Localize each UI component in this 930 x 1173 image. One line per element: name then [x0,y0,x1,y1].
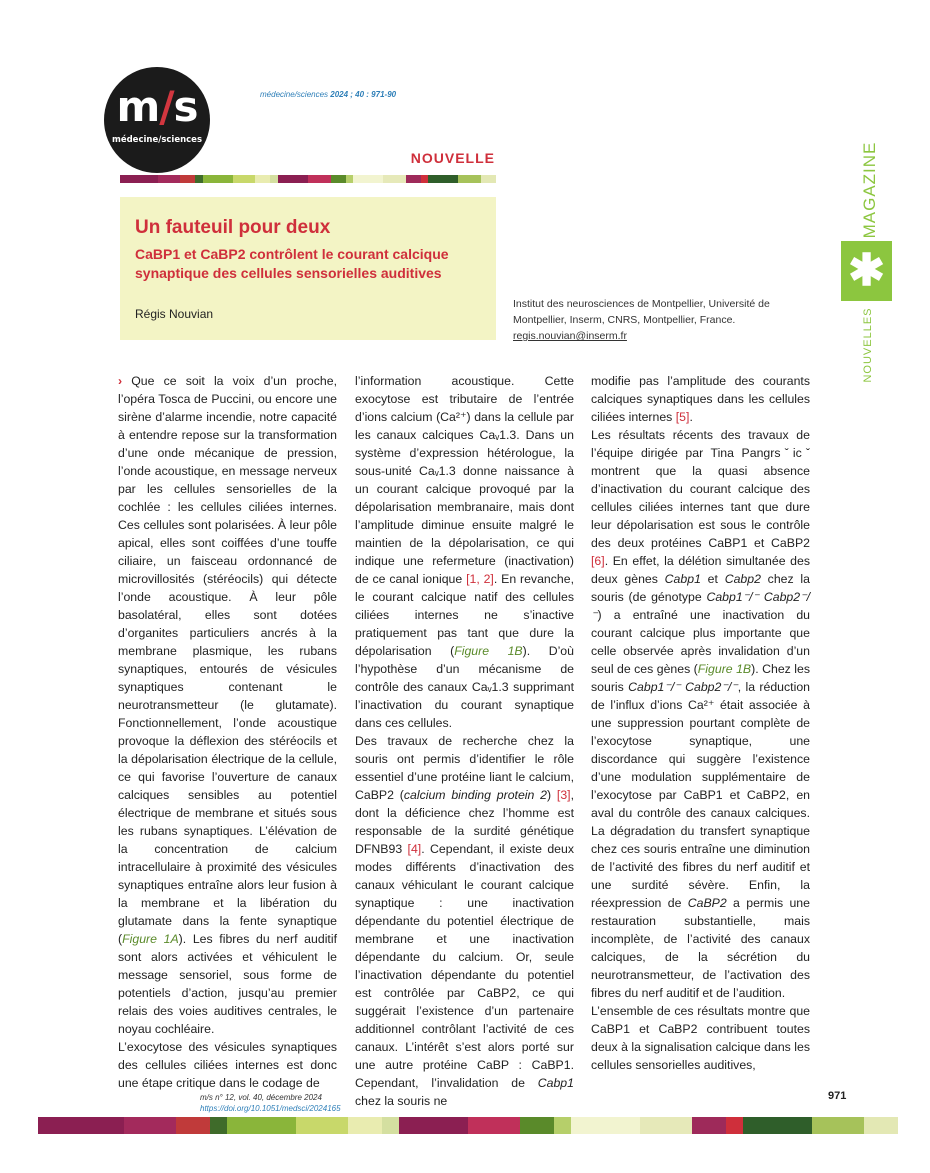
paragraph: Les résultats récents des travaux de l’équipe dirigée par Tina Pangrsˇicˇ montrent que la quasi absence d’inactivation du courant calcique des cellules ciliées internes tant que dure leur dépolarisation est sous le contrôle des deux protéines CaBP1 et CaBP2 [6]. En effet, la délétion simultanée des deux gènes Cabp1 et Cabp2 chez la souris (de génotype Cabp1⁻/⁻ Cabp2⁻/⁻) a entraîné une inactivation du courant calcique plus importante que celle observée après invalidation d’un seul de ces gènes (Figure 1B). Chez les souris Cabp1⁻/⁻ Cabp2⁻/⁻, la réduction de l’influx d’ions Ca²⁺ était associée à une suppression pourtant complète de l’exocytose synaptique, une discordance qui suggère l’existence d’une modulation supplémentaire de l’exocytose par CaBP1 et CaBP2, en aval du contrôle des canaux calciques. La dégradation du transfert synaptique chez ces souris entraîne une diminution de l’activité des fibres du nerf auditif et une surdité sévère. Enfin, la réexpression de CaBP2 a permis une restauration substantielle, mais incomplète, de l’activité des canaux calciques, de la sécrétion du neurotransmetteur, de l’activation des fibres du nerf auditif et de l’audition. [591,428,810,1000]
paragraph: modifie pas l’amplitude des courants calciques synaptiques dans les cellules ciliées internes [5]. [591,374,810,424]
stripe-segment [353,175,383,183]
stripe-segment [640,1117,692,1134]
article-subtitle: CaBP1 et CaBP2 contrôlent le courant calcique synaptique des cellules sensorielles auditives [135,246,449,281]
article-author: Régis Nouvian [135,307,214,321]
author-email-link[interactable]: regis.nouvian@inserm.fr [513,330,627,342]
page-footer [200,1092,341,1114]
affiliation: Institut des neurosciences de Montpellier, Université de Montpellier, Inserm, CNRS, Montpellier, France. regis.nouvian@inserm.fr [513,298,770,342]
stripe-segment [348,1117,382,1134]
stripe-segment [520,1117,554,1134]
figure-link[interactable]: Figure 1B [454,644,523,658]
color-stripe-bottom [38,1117,898,1134]
stripe-segment [571,1117,640,1134]
paragraph: › Que ce soit la voix d’un proche, l’opéra Tosca de Puccini, ou encore une sirène d’alarme incendie, notre capacité à entendre repose sur la transformation d’une onde mécanique de pression, l’onde acoustique, en message nerveux par les cellules sensorielles de la cochlée : les cellules ciliées internes. Ces cellules sont polarisées. À leur pôle apical, elles sont coiffées d’une touffe ciliaire, un faisceau ordonnancé de microvillosités (stéréocils) qui détecte l’onde acoustique. À leur pôle basolatéral, elles sont dotées d’organites particuliers ancrés à la membrane plasmique, les rubans synaptiques, entourés de vésicules synaptiques contenant le neurotransmetteur (le glutamate). Fonctionnellement, l’onde acoustique provoque la déflexion des stéréocils et la dépolarisation électrique de la cellule, ce qui favorise l’ouverture de canaux calciques sensibles au potentiel électrique de membrane et situés sous les rubans synaptiques. L’élévation de la concentration de calcium intracellulaire à proximité des vésicules synaptiques entraîne alors leur fusion à la membrane et la libération du glutamate dans la fente synaptique (Figure 1A). Les fibres du nerf auditif sont alors activées et véhiculent le message sensoriel, sous forme de potentiels d’action, jusqu’au premier relais des voies auditives centrales, le noyau cochléaire. [118,374,337,1036]
color-stripe-top [120,175,496,183]
reference-link[interactable]: [1, 2] [466,572,494,586]
stripe-segment [227,1117,296,1134]
rubric-label: NOUVELLE [410,150,495,166]
magazine-label: MAGAZINE [860,141,879,238]
stripe-segment [128,175,158,183]
stripe-segment [195,175,203,183]
doi-link[interactable]: https://doi.org/10.1051/medsci/2024165 [200,1104,341,1113]
stripe-segment [55,1117,124,1134]
stripe-segment [158,175,181,183]
stripe-segment [180,175,195,183]
body-column-1 [118,372,337,1092]
stripe-segment [346,175,354,183]
stripe-segment [692,1117,726,1134]
paragraph: L’exocytose des vésicules synaptiques des cellules ciliées internes est donc une étape critique dans le codage de [118,1040,337,1090]
title-box [120,197,496,340]
stripe-segment [124,1117,176,1134]
reference-link[interactable]: [3] [556,788,571,802]
body-column-2 [355,372,574,1110]
issue-info: m/s n° 12, vol. 40, décembre 2024 [200,1093,322,1102]
logo-subtitle: médecine/sciences [111,135,203,145]
figure-link[interactable]: Figure 1A [122,932,179,946]
stripe-segment [554,1117,571,1134]
stripe-segment [481,175,496,183]
logo-monogram: m/s [116,82,198,131]
stripe-segment [38,1117,55,1134]
stripe-segment [428,175,458,183]
stripe-segment [308,175,331,183]
paragraph: Des travaux de recherche chez la souris ont permis d’identifier le rôle essentiel d’une protéine liant le calcium, CaBP2 (calcium binding protein 2) [3], dont la déficience chez l’homme est responsable de la surdité génétique DFNB93 [4]. Cependant, il existe deux modes différents d’inactivation des canaux véhiculant le courant calcique synaptique : une inactivation dépendante du potentiel électrique de membrane et une inactivation dépendante du calcium. Or, seule l’inactivation dépendante du potentiel est contrôlée par CaBP2, ce qui suggérait l’existence d’un partenaire additionnel contrôlant l’activité de ces canaux. L’intérêt s’est alors porté sur une autre protéine CaBP : CaBP1. Cependant, l’invalidation de Cabp1 chez la souris ne [355,734,575,1108]
stripe-segment [296,1117,348,1134]
journal-logo [104,67,210,173]
stripe-segment [399,1117,468,1134]
stripe-segment [726,1117,743,1134]
stripe-segment [421,175,429,183]
stripe-segment [233,175,256,183]
page-number: 971 [828,1090,847,1102]
stripe-segment [331,175,346,183]
stripe-segment [812,1117,864,1134]
stripe-segment [203,175,233,183]
stripe-segment [458,175,481,183]
stripe-segment [278,175,308,183]
arrow-icon: › [118,374,123,388]
journal-reference: médecine/sciences 2024 ; 40 : 971-90 [260,90,397,99]
stripe-segment [120,175,128,183]
stripe-segment [270,175,278,183]
stripe-segment [176,1117,210,1134]
reference-link[interactable]: [6] [591,554,605,568]
stripe-segment [406,175,421,183]
reference-link[interactable]: [5] [675,410,690,424]
figure-link[interactable]: Figure 1B [697,662,752,676]
body-column-3 [591,372,810,1074]
paragraph: l’information acoustique. Cette exocytose est tributaire de l’entrée d’ions calcium (Ca²⁺) dans la cellule par les canaux calciques Caᵥ1.3. Dans un système d’expression hétérologue, la sous-unité Caᵥ1.3 donne naissance à un courant calcique provoqué par la dépolarisation membranaire, mais dont l’amplitude diminue ensuite malgré le maintien de la dépolarisation, ce qui indique une refermeture (inactivation) de ce canal ionique [1, 2]. En revanche, le courant calcique natif des cellules ciliées internes ne s’inactive pratiquement pas tant que dure la dépolarisation (Figure 1B). D’où l’hypothèse d’un mécanisme de contrôle des canaux Caᵥ1.3 supprimant l’inactivation du courant synaptique dans ces cellules. [355,374,574,730]
stripe-segment [864,1117,898,1134]
stripe-segment [743,1117,812,1134]
stripe-segment [210,1117,227,1134]
stripe-segment [255,175,270,183]
nouvelles-label: NOUVELLES [862,307,874,383]
paragraph: L’ensemble de ces résultats montre que CaBP1 et CaBP2 contribuent toutes deux à la signalisation calcique dans les cellules sensorielles auditives, [591,1004,810,1072]
stripe-segment [382,1117,399,1134]
asterisk-icon: ✱ [841,241,892,301]
article-title: Un fauteuil pour deux [135,217,331,238]
stripe-segment [383,175,406,183]
reference-link[interactable]: [4] [407,842,422,856]
stripe-segment [468,1117,520,1134]
